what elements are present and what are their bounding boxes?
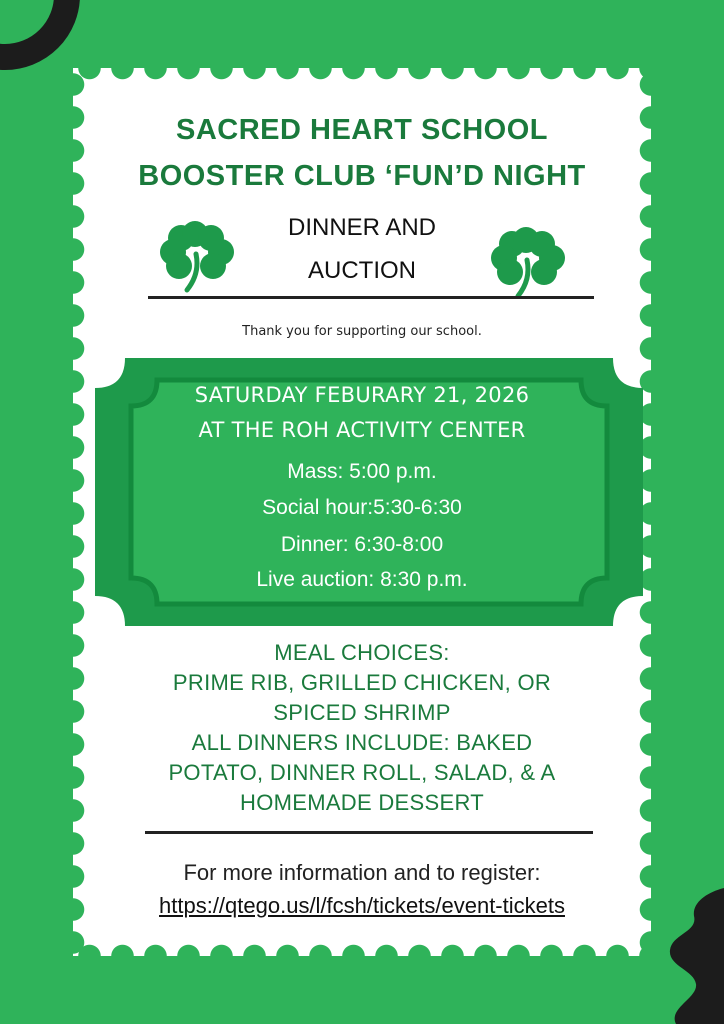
schedule-item: Live auction: 8:30 p.m. (256, 568, 468, 591)
schedule-item: Mass: 5:00 p.m. (287, 460, 437, 483)
divider-top (148, 296, 594, 299)
meal-line: SPICED SHRIMP (273, 700, 451, 725)
meal-line: POTATO, DINNER ROLL, SALAD, & A (168, 760, 556, 785)
subtitle-line-2: AUCTION (308, 257, 416, 284)
event-venue: AT THE ROH ACTIVITY CENTER (198, 418, 526, 442)
thank-you-note: Thank you for supporting our school. (242, 324, 482, 339)
corner-decoration-top-left (0, 0, 80, 70)
meal-choices-heading: MEAL CHOICES: (274, 640, 450, 665)
title-line-1: SACRED HEART SCHOOL (175, 114, 548, 146)
divider-bottom (145, 831, 593, 834)
title-line-2: BOOSTER CLUB ‘FUN’D NIGHT (138, 160, 586, 192)
event-date: SATURDAY FEBURARY 21, 2026 (194, 383, 530, 407)
register-link[interactable]: https://qtego.us/l/fcsh/tickets/event-tickets (159, 893, 565, 918)
meal-line: HOMEMADE DESSERT (240, 790, 484, 815)
schedule-item: Social hour:5:30-6:30 (262, 496, 462, 519)
meal-line: PRIME RIB, GRILLED CHICKEN, OR (172, 670, 552, 695)
register-info: For more information and to register: (183, 860, 541, 885)
subtitle-line-1: DINNER AND (287, 214, 437, 241)
schedule-item: Dinner: 6:30-8:00 (280, 533, 444, 556)
meal-line: ALL DINNERS INCLUDE: BAKED (191, 730, 533, 755)
